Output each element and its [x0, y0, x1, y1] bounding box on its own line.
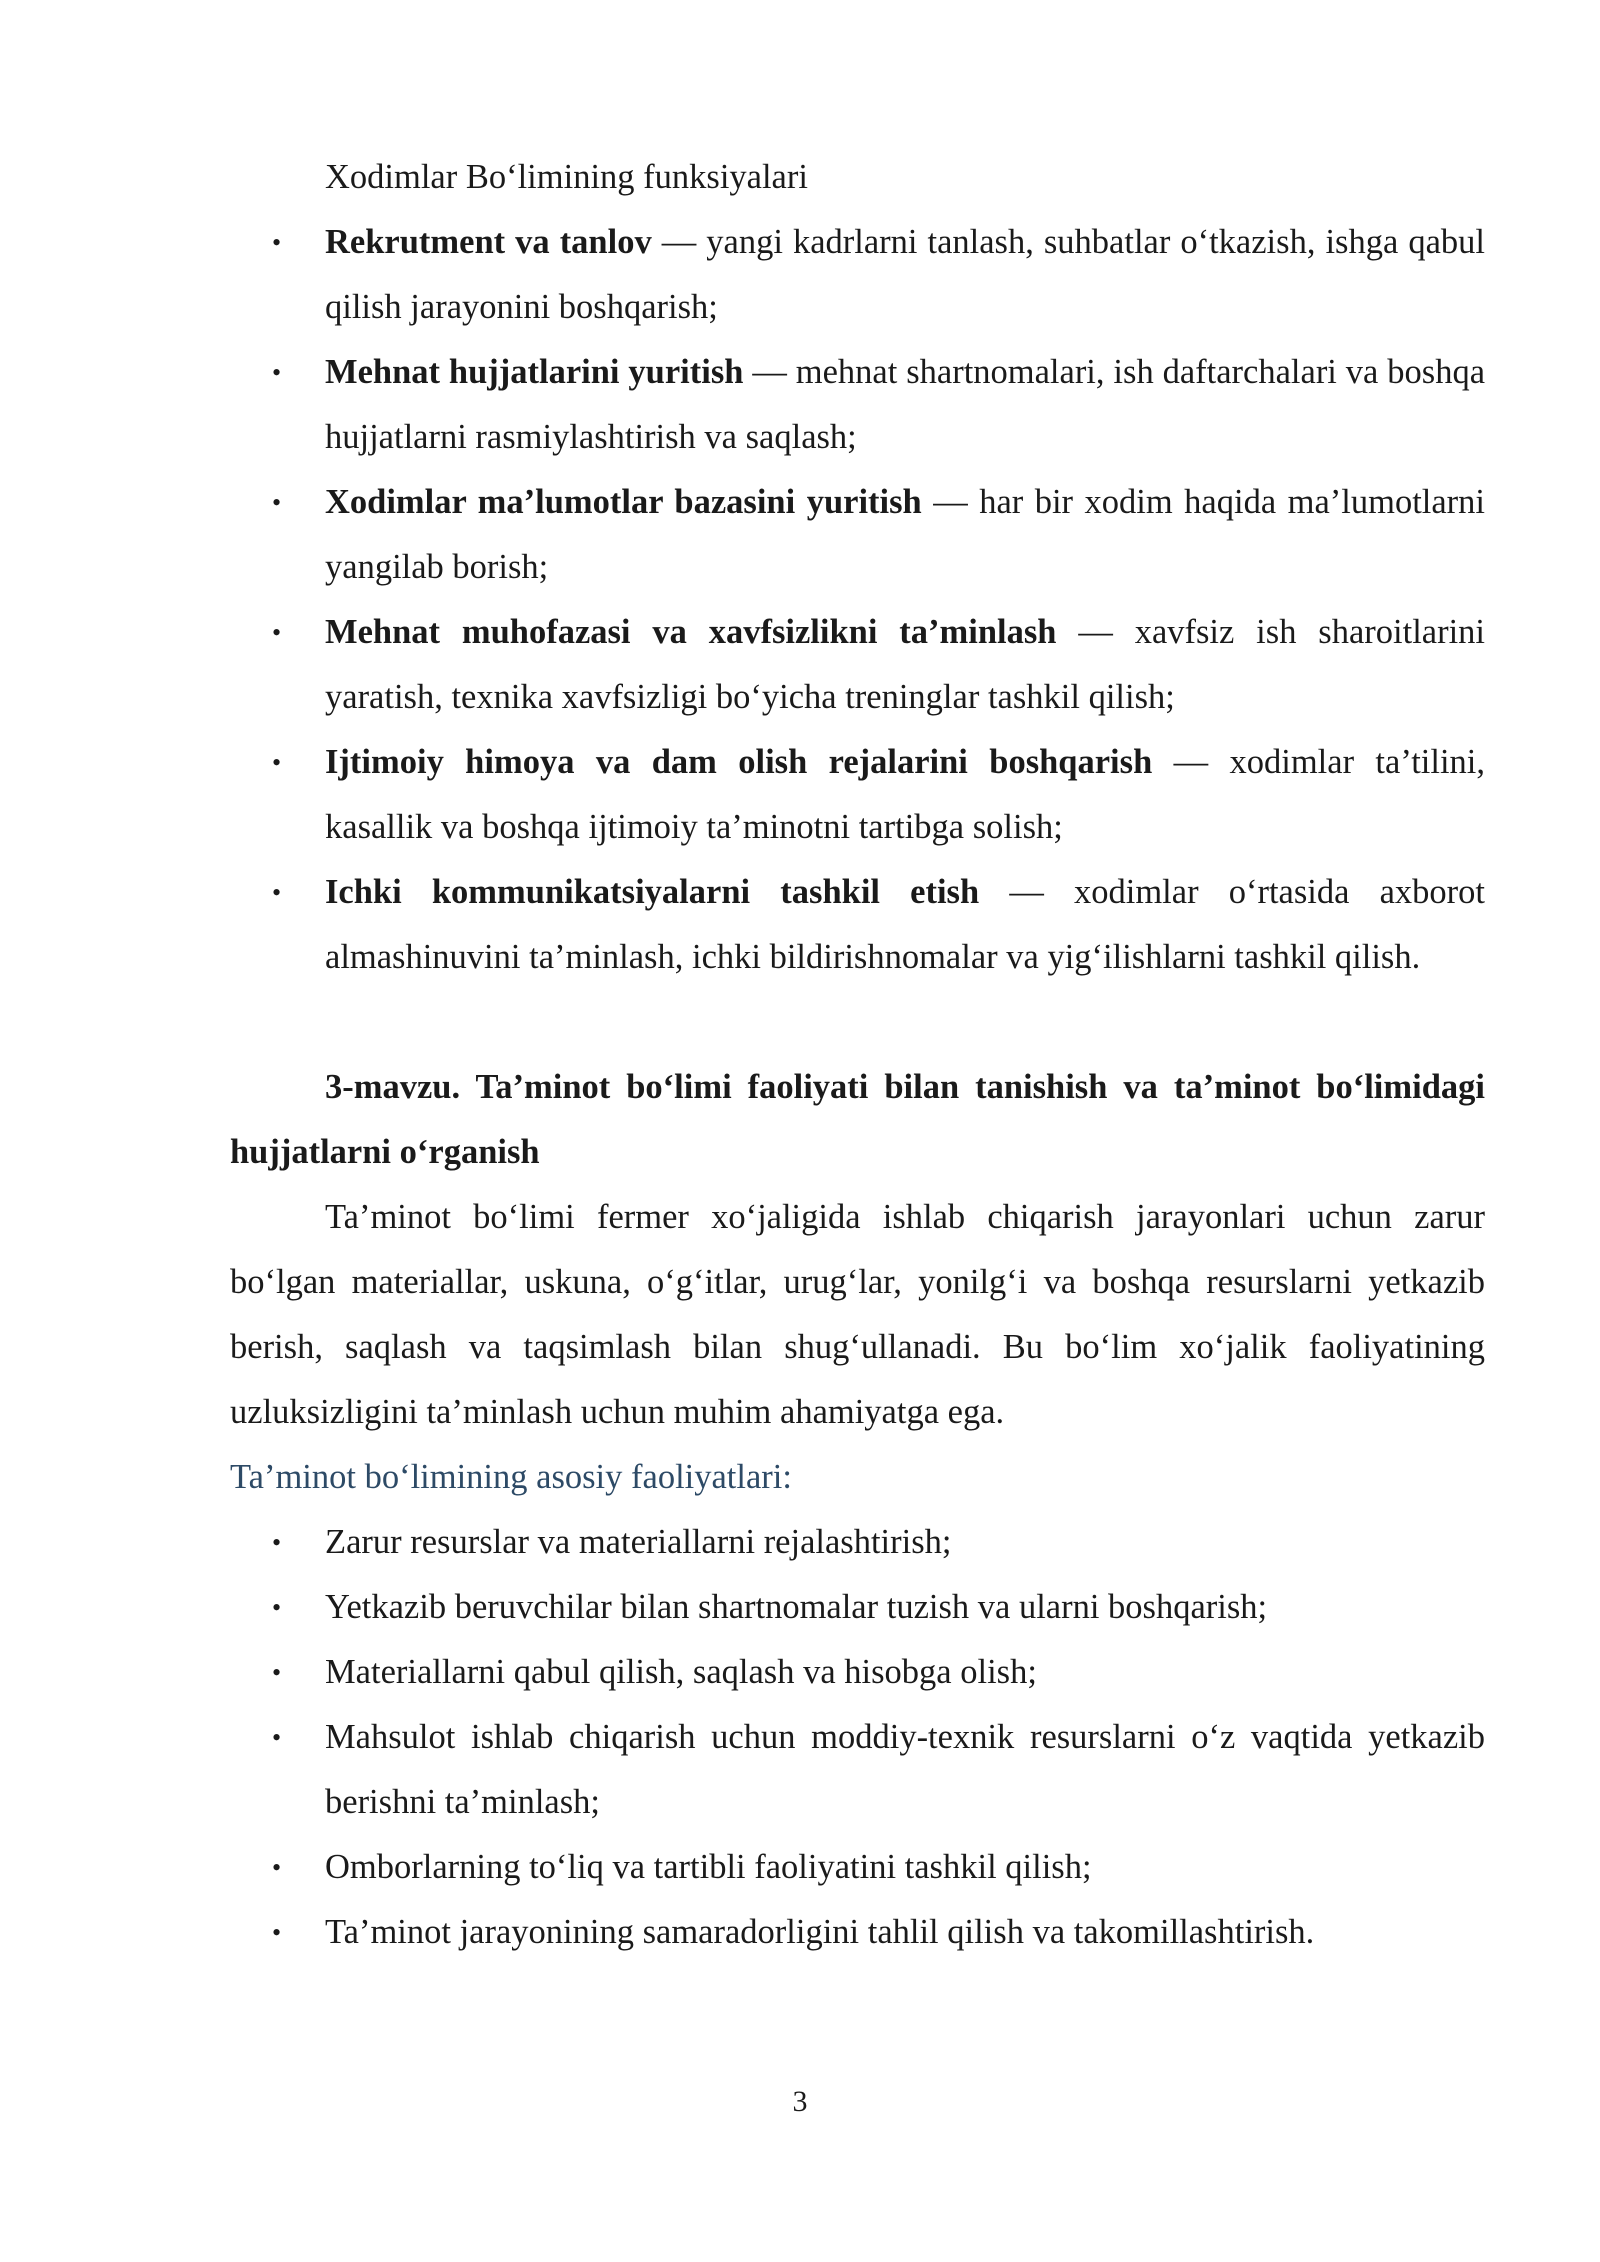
list-item: [230, 860, 1485, 990]
list-item: [230, 1835, 1485, 1900]
spacer: [230, 990, 1485, 1055]
body-paragraph: Ta’minot bo‘limi fermer xo‘jaligida ishlab chiqarish jarayonlari uchun zarur bo‘lgan materiallar, uskuna, o‘g‘itlar, urug‘lar, yonilg‘i va boshqa resurslarni yetkazib berish, saqlash va taqsimlash bilan shug‘ullanadi. Bu bo‘lim xo‘jalik faoliyatining uzluksizligini ta’minlash uchun muhim ahamiyatga ega.: [230, 1198, 1485, 1431]
list-item: [230, 1705, 1485, 1835]
bullet-icon: •: [272, 618, 282, 647]
bullet-icon: •: [272, 1853, 282, 1882]
item-text: Zarur resurslar va materiallarni rejalashtirish;: [325, 1523, 952, 1561]
bullet-icon: •: [272, 878, 282, 907]
section-title: Xodimlar Bo‘limining funksiyalari: [325, 158, 808, 196]
item-term: Xodimlar ma’lumotlar bazasini yuritish: [325, 483, 922, 521]
item-text: — xodimlar ta’tilini, kasallik va boshqa ijtimoiy ta’minotni tartibga solish;: [325, 743, 1486, 846]
list-item: [230, 1575, 1485, 1640]
bullet-icon: •: [272, 1918, 282, 1947]
bullet-icon: •: [272, 1593, 282, 1622]
list-item: [230, 210, 1485, 340]
item-term: Mehnat hujjatlarini yuritish: [325, 353, 744, 391]
list-item: [230, 730, 1485, 860]
functions-list: [230, 210, 1485, 990]
bullet-icon: •: [272, 748, 282, 777]
item-term: Ijtimoiy himoya va dam olish rejalarini boshqarish: [325, 743, 1153, 781]
item-text: — xavfsiz ish sharoitlarini yaratish, texnika xavfsizligi bo‘yicha treninglar tashkil qilish;: [325, 613, 1486, 716]
bullet-icon: •: [272, 1658, 282, 1687]
item-text: — xodimlar o‘rtasida axborot almashinuvini ta’minlash, ichki bildirishnomalar va yig‘ilishlarni tashkil qilish.: [325, 873, 1485, 976]
item-text: Ta’minot jarayonining samaradorligini tahlil qilish va takomillashtirish.: [325, 1913, 1315, 1951]
item-term: Rekrutment va tanlov: [325, 223, 652, 261]
list-item: [230, 1900, 1485, 1965]
item-text: — yangi kadrlarni tanlash, suhbatlar o‘tkazish, ishga qabul qilish jarayonini boshqarish;: [325, 223, 1485, 326]
page-number: 3: [792, 2085, 808, 2118]
item-text: Yetkazib beruvchilar bilan shartnomalar tuzish va ularni boshqarish;: [325, 1588, 1268, 1626]
item-term: Mehnat muhofazasi va xavfsizlikni ta’minlash: [325, 613, 1057, 651]
topic-heading: 3-mavzu. Ta’minot bo‘limi faoliyati bilan tanishish va ta’minot bo‘limidagi hujjatlarni o‘rganish: [230, 1068, 1485, 1171]
list-item: [230, 1510, 1485, 1575]
bullet-icon: •: [272, 228, 282, 257]
bullet-icon: •: [272, 1528, 282, 1557]
list-item: [230, 1640, 1485, 1705]
item-text: — mehnat shartnomalari, ish daftarchalari va boshqa hujjatlarni rasmiylashtirish va saqlash;: [325, 353, 1486, 456]
item-term: Ichki kommunikatsiyalarni tashkil etish: [325, 873, 980, 911]
activities-list: [230, 1510, 1485, 1965]
item-text: — har bir xodim haqida ma’lumotlarni yangilab borish;: [325, 483, 1485, 586]
bullet-icon: •: [272, 488, 282, 517]
list-item: [230, 340, 1485, 470]
item-text: Materiallarni qabul qilish, saqlash va hisobga olish;: [325, 1653, 1037, 1691]
bullet-icon: •: [272, 1723, 282, 1752]
item-text: Mahsulot ishlab chiqarish uchun moddiy-texnik resurslarni o‘z vaqtida yetkazib berishni ta’minlash;: [325, 1718, 1485, 1821]
list-item: [230, 470, 1485, 600]
subheading: Ta’minot bo‘limining asosiy faoliyatlari:: [230, 1458, 792, 1496]
bullet-icon: •: [272, 358, 282, 387]
list-item: [230, 600, 1485, 730]
item-text: Omborlarning to‘liq va tartibli faoliyatini tashkil qilish;: [325, 1848, 1092, 1886]
